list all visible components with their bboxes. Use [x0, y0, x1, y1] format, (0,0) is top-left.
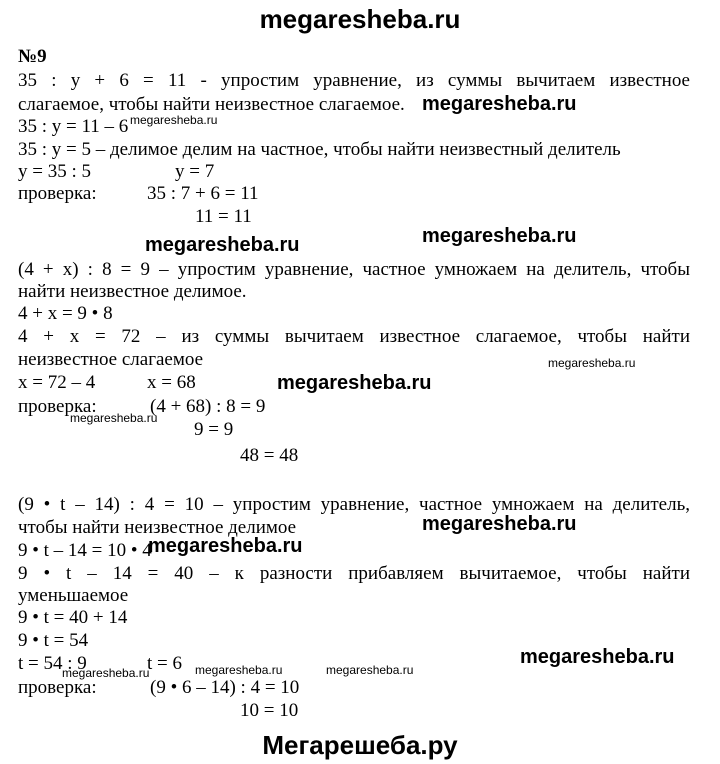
- site-footer[interactable]: Мегарешеба.ру: [262, 730, 458, 760]
- watermark-small: megaresheba.ru: [326, 663, 414, 677]
- solution-c-check-label: проверка:: [18, 677, 97, 698]
- watermark-small: megaresheba.ru: [130, 113, 218, 127]
- solution-a-line-5-left: y = 35 : 5: [18, 161, 91, 182]
- solution-b-line-1: (4 + x) : 8 = 9 – упростим уравнение, частное умножаем на делитель, чтобы: [18, 259, 690, 280]
- watermark: megaresheba.ru: [148, 535, 303, 557]
- solution-b-line-6-right: x = 68: [147, 372, 196, 393]
- solution-a-line-5-right: y = 7: [175, 161, 215, 182]
- watermark: megaresheba.ru: [422, 225, 577, 247]
- solution-c-line-4: 9 • t – 14 = 40 – к разности прибавляем вычитаемое, чтобы найти: [18, 563, 690, 584]
- site-header[interactable]: megaresheba.ru: [259, 4, 461, 34]
- solution-c-line-6: 9 • t = 40 + 14: [18, 607, 128, 628]
- solution-b-check-1: (4 + 68) : 8 = 9: [150, 396, 266, 417]
- solution-c-line-7: 9 • t = 54: [18, 630, 89, 651]
- watermark-small: megaresheba.ru: [195, 663, 283, 677]
- watermark-small: megaresheba.ru: [70, 411, 158, 425]
- watermark: megaresheba.ru: [145, 234, 300, 256]
- watermark: megaresheba.ru: [520, 646, 675, 668]
- solution-b-line-6-left: x = 72 – 4: [18, 372, 96, 393]
- watermark: megaresheba.ru: [422, 513, 577, 535]
- solution-a-check-1: 35 : 7 + 6 = 11: [147, 183, 259, 204]
- watermark: megaresheba.ru: [422, 93, 577, 115]
- solution-c-check-1: (9 • 6 – 14) : 4 = 10: [150, 677, 300, 698]
- solution-c-line-8-right: t = 6: [147, 653, 182, 674]
- solution-a-check-2: 11 = 11: [195, 206, 252, 227]
- solution-c-line-1: (9 • t – 14) : 4 = 10 – упростим уравнение, частное умножаем на делитель,: [18, 494, 690, 515]
- solution-b-line-2: найти неизвестное делимое.: [18, 281, 247, 302]
- watermark-small: megaresheba.ru: [548, 356, 636, 370]
- solution-c-check-2: 10 = 10: [240, 700, 299, 721]
- solution-c-line-5: уменьшаемое: [18, 585, 129, 606]
- solution-b-line-4: 4 + x = 72 – из суммы вычитаем известное слагаемое, чтобы найти: [18, 326, 690, 347]
- solution-a-line-3: 35 : y = 11 – 6: [18, 116, 129, 137]
- watermark: megaresheba.ru: [277, 372, 432, 394]
- solution-b-check-2: 9 = 9: [194, 419, 234, 440]
- solution-b-line-5: неизвестное слагаемое: [18, 349, 204, 370]
- solution-b-line-3: 4 + x = 9 • 8: [18, 303, 113, 324]
- solution-a-check-label: проверка:: [18, 183, 97, 204]
- solution-b-check-3: 48 = 48: [240, 445, 299, 466]
- solution-a-line-1: 35 : y + 6 = 11 - упростим уравнение, из суммы вычитаем известное: [18, 70, 690, 91]
- watermark-small: megaresheba.ru: [62, 666, 150, 680]
- solution-a-line-4: 35 : y = 5 – делимое делим на частное, чтобы найти неизвестный делитель: [18, 139, 621, 160]
- solution-c-line-2: чтобы найти неизвестное делимое: [18, 517, 297, 538]
- solution-a-line-2: слагаемое, чтобы найти неизвестное слагаемое.: [18, 94, 405, 115]
- task-number: №9: [18, 46, 47, 67]
- solution-c-line-3: 9 • t – 14 = 10 • 4: [18, 540, 152, 561]
- solution-b-check-label: проверка:: [18, 396, 97, 417]
- solution-c-line-8-left: t = 54 : 9: [18, 653, 87, 674]
